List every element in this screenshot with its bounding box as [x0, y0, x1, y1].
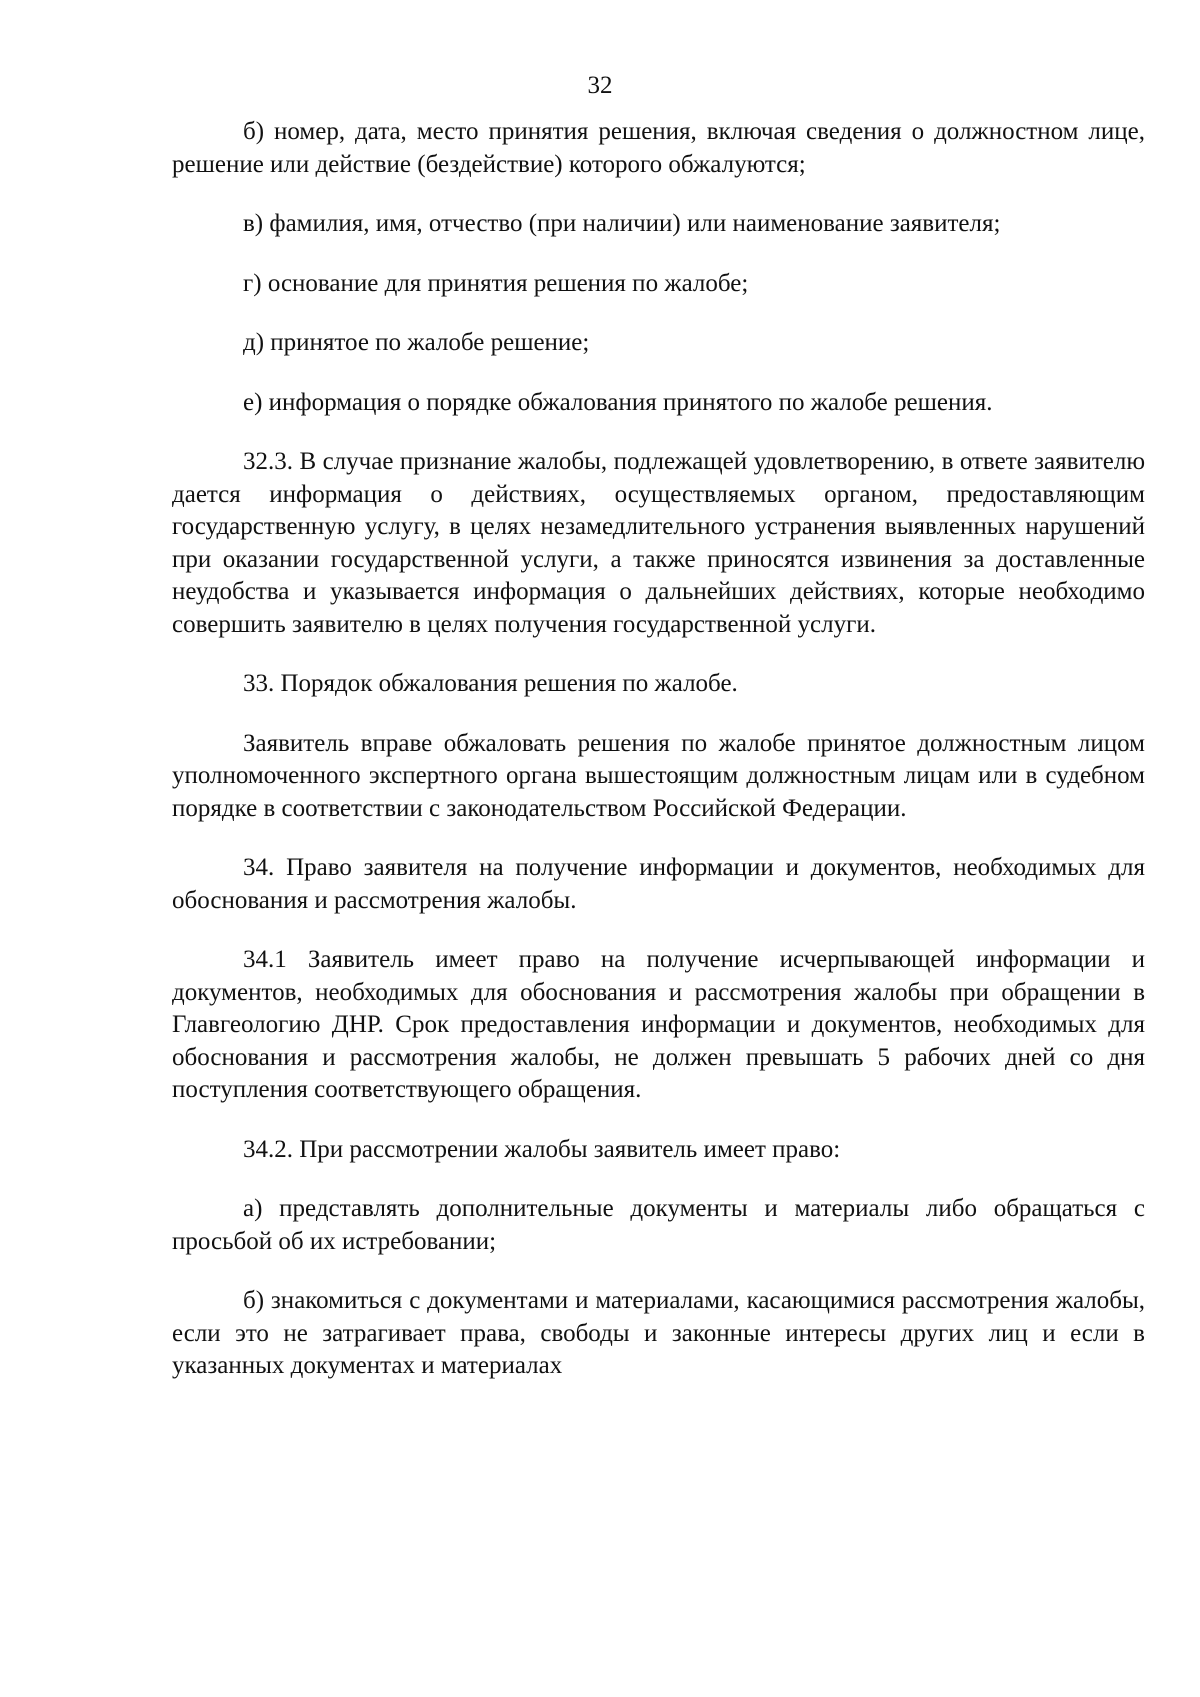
paragraph-33-body: Заявитель вправе обжаловать решения по жалобе принятое должностным лицом уполномоченного экспертного органа вышестоящим должностным лицам или в судебном порядке в соответствии с законодательством Российской Федерации. — [172, 729, 1145, 822]
paragraph-g-grounds: г) основание для принятия решения по жалобе; — [243, 269, 749, 297]
paragraph-34-2-a: а) представлять дополнительные документы и материалы либо обращаться с просьбой об их истребовании; — [172, 1195, 1145, 1255]
paragraph-34-2: 34.2. При рассмотрении жалобы заявитель имеет право: — [243, 1135, 841, 1163]
paragraph-b-decision-details: б) номер, дата, место принятия решения, включая сведения о должностном лице, решение или действие (бездействие) которого обжалуются; — [172, 118, 1145, 178]
paragraph-34-2-b: б) знакомиться с документами и материалами, касающимися рассмотрения жалобы, если это не затрагивает права, свободы и законные интересы других лиц и если в указанных документах и материалах — [172, 1287, 1145, 1379]
paragraph-33-heading: 33. Порядок обжалования решения по жалобе. — [243, 670, 738, 697]
paragraph-34-heading: 34. Право заявителя на получение информации и документов, необходимых для обоснования и рассмотрения жалобы. — [172, 854, 1145, 914]
paragraph-34-1: 34.1 Заявитель имеет право на получение исчерпывающей информации и документов, необходимых для обоснования и рассмотрения жалобы при обращении в Главгеологию ДНР. Срок предоставления информации и документов, необходимых для обоснования и рассмотрения жалобы, не должен превышать 5 рабочих дней со дня поступления соответствующего обращения. — [172, 946, 1145, 1103]
paragraph-v-applicant-name: в) фамилия, имя, отчество (при наличии) или наименование заявителя; — [243, 210, 1001, 237]
document-body — [172, 116, 1145, 1383]
paragraph-e-appeal-info: е) информация о порядке обжалования принятого по жалобе решения. — [243, 388, 993, 416]
page-number: 32 — [587, 72, 613, 99]
paragraph-d-decision: д) принятое по жалобе решение; — [243, 329, 590, 356]
paragraph-32-3: 32.3. В случае признание жалобы, подлежащей удовлетворению, в ответе заявителю дается информация о действиях, осуществляемых органом, предоставляющим государственную услугу, в целях незамедлительного устранения выявленных нарушений при оказании государственной услуги, а также приносятся извинения за доставленные неудобства и указывается информация о дальнейших действиях, которые необходимо совершить заявителю в целях получения государственной услуги. — [172, 448, 1145, 638]
